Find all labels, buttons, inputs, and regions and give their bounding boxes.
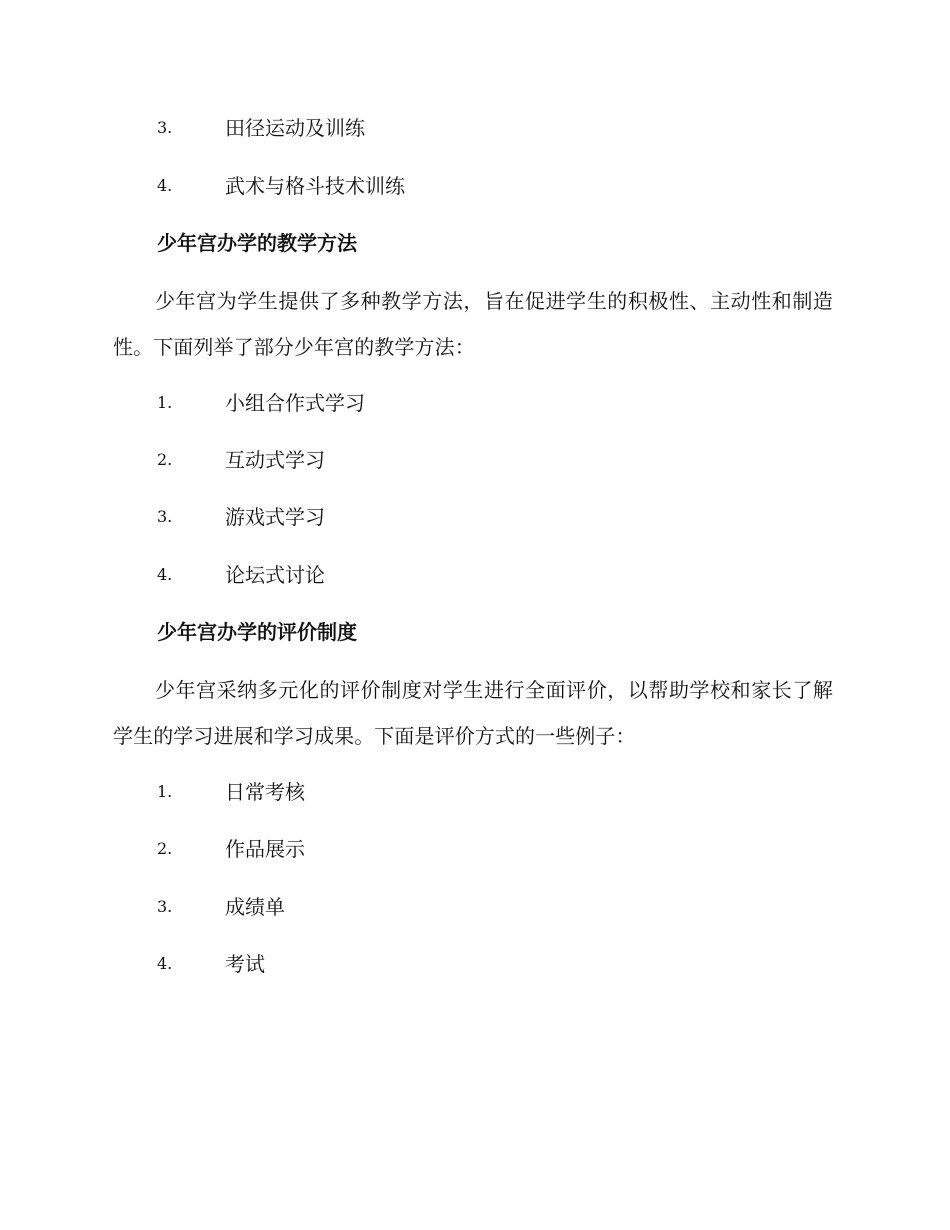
list-text: 论坛式讨论 [225, 563, 325, 587]
section-heading-methods: 少年宫办学的教学方法 [157, 231, 357, 255]
list-item [157, 893, 837, 923]
list-text: 小组合作式学习 [225, 391, 365, 415]
list-text: 田径运动及训练 [225, 116, 365, 140]
section-paragraph-evaluation: 少年宫采纳多元化的评价制度对学生进行全面评价，以帮助学校和家长了解学生的学习进展和学习成果。下面是评价方式的一些例子： [113, 678, 833, 748]
list-text: 作品展示 [225, 837, 305, 861]
list-number: 2. [157, 450, 173, 469]
list-item [157, 950, 837, 980]
list-number: 2. [157, 839, 173, 858]
list-text: 武术与格斗技术训练 [225, 174, 405, 198]
list-number: 4. [157, 954, 173, 973]
list-text: 成绩单 [225, 895, 285, 919]
list-number: 4. [157, 176, 173, 195]
list-number: 3. [157, 507, 173, 526]
list-text: 考试 [225, 952, 265, 976]
list-number: 4. [157, 565, 173, 584]
list-item [157, 503, 837, 533]
list-number: 3. [157, 118, 173, 137]
list-item [157, 172, 837, 202]
list-number: 1. [157, 393, 173, 412]
list-item [157, 778, 837, 808]
list-number: 1. [157, 782, 173, 801]
list-text: 游戏式学习 [225, 505, 325, 529]
section-heading-evaluation: 少年宫办学的评价制度 [157, 620, 357, 644]
list-text: 互动式学习 [225, 448, 325, 472]
list-text: 日常考核 [225, 780, 305, 804]
section-paragraph-methods: 少年宫为学生提供了多种教学方法，旨在促进学生的积极性、主动性和制造性。下面列举了部分少年宫的教学方法： [113, 289, 833, 359]
list-item [157, 114, 837, 144]
list-item [157, 389, 837, 419]
list-item [157, 835, 837, 865]
list-item [157, 446, 837, 476]
list-item [157, 561, 837, 591]
list-number: 3. [157, 897, 173, 916]
